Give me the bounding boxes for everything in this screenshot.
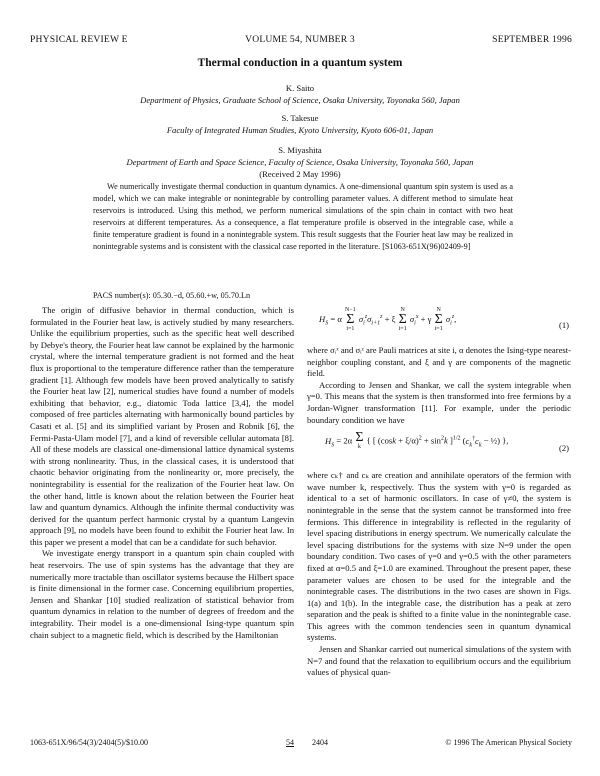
body-paragraph: The origin of diffusive behavior in thermal conduction, which is formulated in the Fourier heat law, is actively studied by many researchers. Unlike the equilibrium properties, such as the specific heat well described by Debye's theory, the Fourier heat law cannot be explained by the harmonic crystal, where the internal temperature gradient is not formed and the heat flux is proportional to the temperature difference rather than the temperature gradient [1]. Although few models have been proved analytically to satisfy the Fourier heat law [2], numerical studies have found a number of models exhibiting that behavior, e.g., diatomic Toda lattice [3,4], the model composed of free particles alternating with harmonically bound particles by Casati et al. [5] and its simplified variant by Prosen and Robnik [6], the Fermi-Pasta-Ulam model [7], and a kind of reversible cellular automata [8]. All of these models are classical one-dimensional lattice dynamical systems with strong nonlinearity. Thus, in the classical cases, it is understood that chaotic behavior originating from the nonlinearity or, more precisely, the nonintegrability is essential for the realization of the Fourier heat law. On the other hand, little is known about the relation between the Fourier heat law and quantum dynamics. Although the infinite thermal conductivity was derived for the quantum perfect harmonic crystal by a quantum Langevin approach [9], no models have been found to exhibit the Fourier heat law. In this paper we present a model that can be a candidate for such behavior.: [30, 305, 294, 547]
author-name: K. Saito: [285, 83, 315, 93]
author-name: S. Miyashita: [278, 145, 322, 155]
equation-1: [307, 305, 571, 345]
paper-title: Thermal conduction in a quantum system: [197, 57, 403, 69]
left-column: [30, 305, 294, 641]
copyright: © 1996 The American Physical Society: [445, 738, 572, 747]
hamiltonian-formula: $H_S = \alpha$ N−1 Σ i=1 $\sigma_i^z\sigma_{i+1}^z + \xi$ N Σ i=1 $\sigma_i^x + \gamma$ N Σ i=1 $\sigma_i^z$,: [319, 307, 457, 332]
author-affiliation: Department of Earth and Space Science, Faculty of Science, Osaka University, Toyonaka 560, Japan: [126, 157, 474, 167]
body-paragraph: According to Jensen and Shankar, we call the system integrable when γ=0. This means that the system is then transformed into free fermions by a Jordan-Wigner transformation [11]. For example, under the periodic boundary condition we have: [307, 379, 571, 425]
issn-code: 1063-651X/96/54(3)/2404(5)/$10.00: [30, 738, 148, 747]
equation-2: [307, 426, 571, 470]
equation-number: (2): [558, 443, 569, 454]
body-paragraph: where cₖ† and cₖ are creation and annihilate operators of the fermion with wave number k, respectively. Thus the system with γ=0 is regarded as identical to a set of harmonic oscillators. In case of γ≠0, the system is nonintegrable in the sense that the system cannot be transformed into free fermions. This difference in integrability is reflected in the regularity of level spacing distributions in energy spectrum. We numerically calculate the level spacing distributions for the systems with size N=9 under the open boundary condition. Two cases of γ=0 and γ=0.5 with the other parameters fixed at α=0.5 and ξ=1.0 are examined. Throughout the present paper, these parameter values are chosen to be used for the integrable and the nonintegrable cases. The distributions in the two cases are shown in Figs. 1(a) and 1(b). In the integrable case, the distribution has a peak at zero separation and the peak is shifted to a finite value in the nonintegrable case. This agrees with the common tendencies seen in quantum dynamical systems.: [307, 470, 571, 643]
fermion-formula: $H_S = 2\alpha$ Σ k { [ $(\cos k + \xi/\alpha)^2 + \sin^2k$ ]$^{1/2}$ ($c_k^\dagger c_k$ − ½) },: [325, 430, 509, 451]
page-number: 2404: [312, 738, 328, 747]
equation-number: (1): [558, 320, 569, 330]
author-affiliation: Faculty of Integrated Human Studies, Kyoto University, Kyoto 606-01, Japan: [166, 125, 434, 135]
right-column: [307, 305, 571, 679]
issue-date: SEPTEMBER 1996: [492, 34, 572, 45]
journal-name: PHYSICAL REVIEW E: [30, 34, 128, 45]
body-paragraph: Jensen and Shankar carried out numerical simulations of the system with N=7 and found that the relaxation to equilibrium occurs and the equilibrium values of physical quan-: [307, 644, 571, 678]
volume-label: 54: [286, 738, 294, 747]
abstract: We numerically investigate thermal conduction in quantum dynamics. A one-dimensional quantum spin system is used as a model, which we can make integrable or nonintegrable by controlling parameter values. A different method to simulate heat reservoirs is introduced. Using this method, we perform numerical simulations of the spin chain in contact with two heat reservoirs at different temperatures. As a consequence, a flat temperature profile is observed in the integrable case, while a finite temperature gradient is found in a nonintegrable system. This result suggests that the Fourier heat law may be realized in nonintegrable systems and is consistent with the classical case reported in the literature. [S1063-651X(96)02409-9]: [93, 182, 513, 252]
pacs-numbers: PACS number(s): 05.30.−d, 05.60.+w, 05.70.Ln: [93, 291, 251, 300]
author-name: S. Takesue: [281, 113, 319, 123]
body-paragraph: We investigate energy transport in a quantum spin chain coupled with heat reservoirs. The use of spin systems has the advantage that they are numerically more tractable than oscillator systems because the Hilbert space is finite dimensional in the former case. Concerning equilibrium properties, Jensen and Shankar [10] studied realization of statistical behavior from quantum dynamics in relation to the number of degrees of freedom and the integrability. Their model is a one-dimensional Ising-type quantum spin chain subject to a magnetic field, which is described by the Hamiltonian: [30, 548, 294, 640]
received-date: (Received 2 May 1996): [259, 169, 341, 179]
author-affiliation: Department of Physics, Graduate School of Science, Osaka University, Toyonaka 560, Japan: [140, 95, 460, 105]
volume-number: VOLUME 54, NUMBER 3: [245, 34, 355, 45]
body-paragraph: where σᵢˣ and σᵢᶻ are Pauli matrices at site i, α denotes the Ising-type nearest-neighbor coupling constant, and ξ and γ are components of the magnetic field.: [307, 345, 571, 379]
